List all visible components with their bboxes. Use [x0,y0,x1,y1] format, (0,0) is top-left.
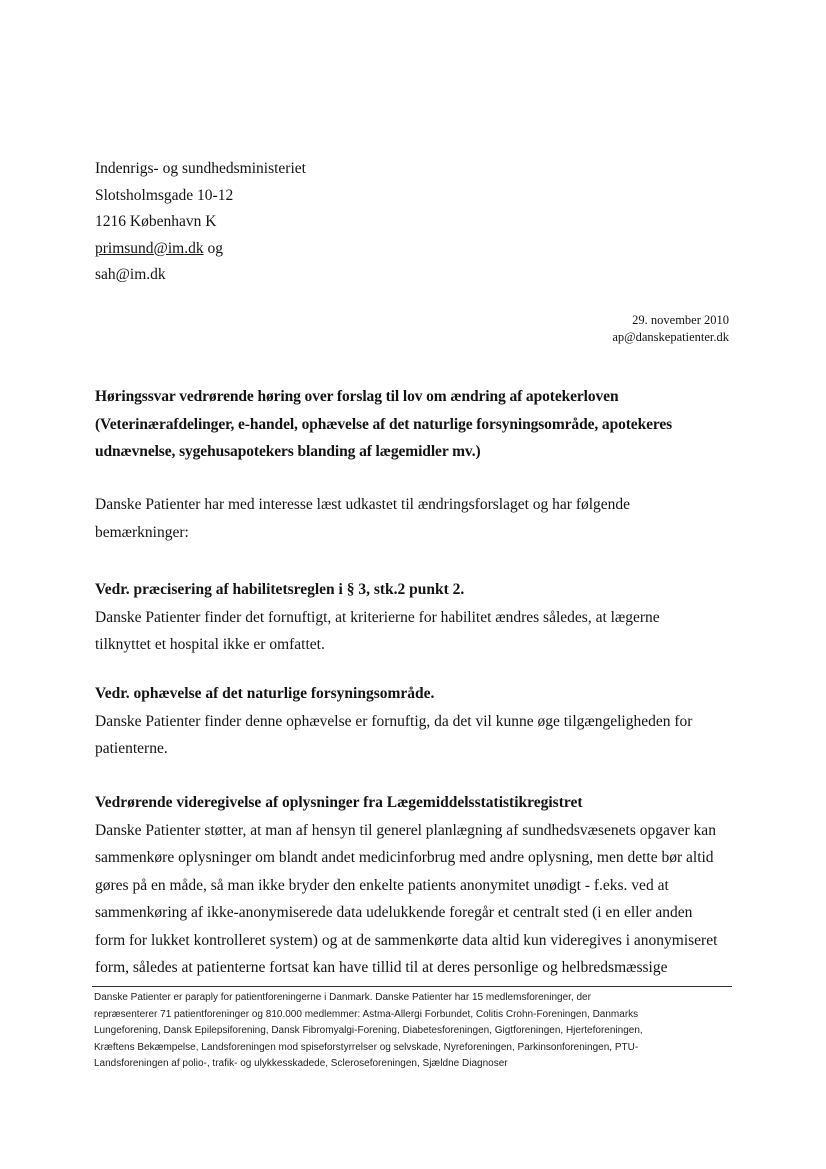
footer-line: Kræftens Bekæmpelse, Landsforeningen mod spiseforstyrrelser og selvskade, Nyreforeningen, Parkinsonforeningen, PTU- [94,1041,639,1053]
letter-date: 29. november 2010 [632,313,729,327]
paragraph-line: bemærkninger: [95,523,189,541]
heading-line: Høringssvar vedrørende høring over forslag til lov om ændring af apotekerloven [95,388,619,405]
paragraph-line: Danske Patienter har med interesse læst udkastet til ændringsforslaget og har følgende [95,496,631,513]
address-line-email1 [95,236,306,263]
footer-line: repræsenterer 71 patientforeninger og 810.000 medlemmer: Astma-Allergi Forbundet, Colitis Crohn-Foreningen, Danmarks [94,1008,639,1020]
letter-heading [95,383,735,466]
footer-line: Lungeforening, Dansk Epilepsiforening, Dansk Fibromyalgi-Forening, Diabetesforeningen, Gigtforeningen, Hjerteforeningen, [94,1025,643,1036]
sender-email: ap@danskepatienter.dk [612,330,729,344]
address-line-email2: sah@im.dk [95,266,166,283]
paragraph-line: Danske Patienter finder det fornuftigt, at kriterierne for habilitet ændres således, at lægerne [95,608,660,626]
paragraph-line: form for lukket kontrolleret system) og at de sammenkørte data altid kun videregives i anonymiseret [95,931,718,949]
email-link-primsund[interactable]: primsund@im.dk [95,239,204,257]
heading-line: udnævnelse, sygehusapotekers blanding af lægemidler mv.) [95,443,481,460]
address-line-street: Slotsholmsgade 10-12 [95,186,234,204]
date-block [612,312,729,346]
footer-line: Landsforeningen af polio-, trafik- og ulykkesskadede, Scleroseforeningen, Sjældne Diagnoser [94,1058,508,1069]
paragraph-line: patienterne. [95,740,168,757]
paragraph-line: Danske Patienter finder denne ophævelse er fornuftig, da det vil kunne øge tilgængeligheden for [95,712,693,730]
paragraph-line: sammenkøre oplysninger om blandt andet medicinforbrug med andre oplysning, men dette bør altid [95,849,714,866]
section-forsyningsomraade [95,680,735,763]
intro-paragraph [95,491,735,546]
paragraph-line: sammenkøring af ikke-anonymiserede data udelukkende foregår et centralt sted (i en eller anden [95,904,693,921]
section-title: Vedrørende videregivelse af oplysninger fra Lægemiddelsstatistikregistret [95,794,583,811]
section-title: Vedr. ophævelse af det naturlige forsyningsområde. [95,685,435,702]
paragraph-line: gøres på en måde, så man ikke bryder den enkelte patients anonymitet unødigt - f.eks. ved at [95,876,669,894]
paragraph-line: form, således at patienterne fortsat kan have tillid til at deres personlige og helbredsmæssige [95,959,668,976]
recipient-address [95,156,306,289]
footer-line: Danske Patienter er paraply for patientforeningerne i Danmark. Danske Patienter har 15 medlemsforeninger, der [94,992,591,1003]
section-habilitet [95,576,735,659]
address-line-city: 1216 København K [95,213,217,230]
heading-line: (Veterinærafdelinger, e-handel, ophævelse af det naturlige forsyningsområde, apotekeres [95,415,673,433]
email-join-text: og [203,239,223,257]
footer-divider [92,986,732,987]
page-footer [94,990,734,1073]
section-statistikregister [95,789,735,982]
paragraph-line: Danske Patienter støtter, at man af hensyn til generel planlægning af sundhedsvæsenets opgaver kan [95,821,716,839]
address-line-ministry: Indenrigs- og sundhedsministeriet [95,160,306,177]
section-title: Vedr. præcisering af habilitetsreglen i § 3, stk.2 punkt 2. [95,581,465,598]
paragraph-line: tilknyttet et hospital ikke er omfattet. [95,636,325,653]
